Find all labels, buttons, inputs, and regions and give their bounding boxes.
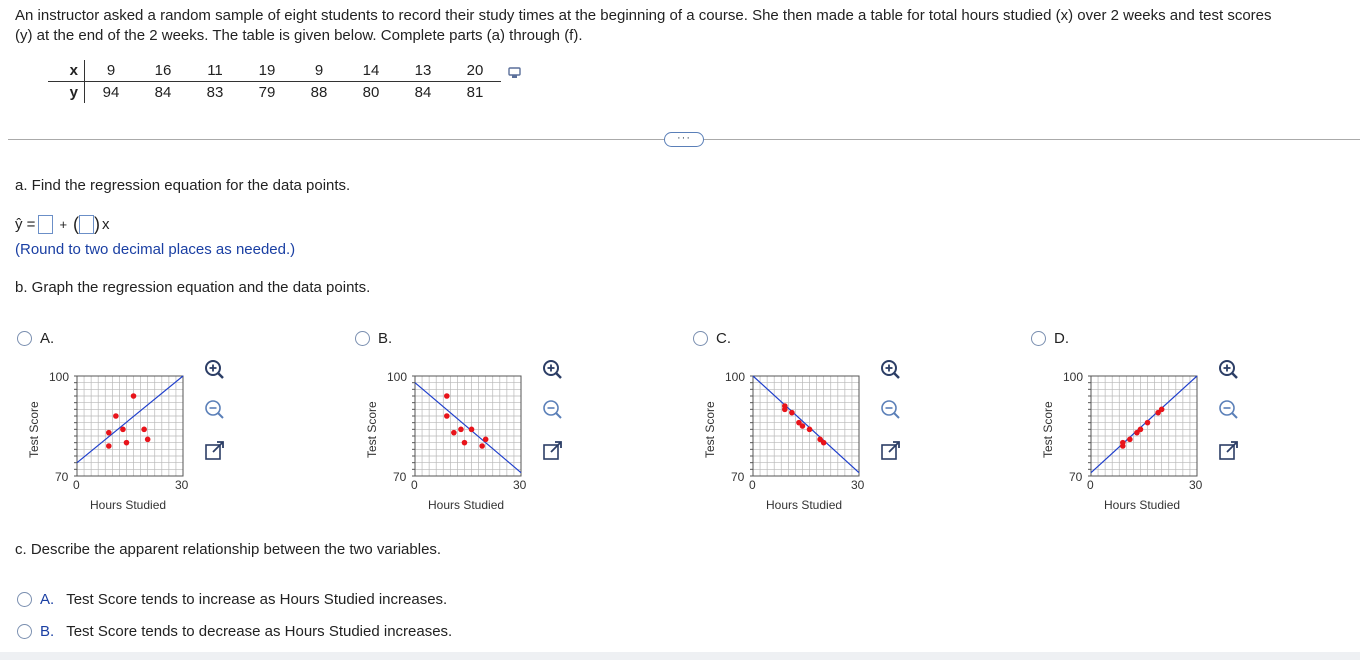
y-hat-label: ŷ =: [15, 216, 36, 233]
y-max-tick: 100: [1063, 370, 1084, 384]
y-min-tick: 70: [731, 470, 745, 484]
copy-icon[interactable]: [508, 66, 522, 80]
table-cell-x: 13: [397, 60, 449, 82]
data-point: [821, 440, 827, 446]
part-a-prompt: a. Find the regression equation for the data points.: [15, 177, 351, 194]
part-c-prompt: c. Describe the apparent relationship between the two variables.: [15, 541, 442, 558]
table-cell-x: 16: [137, 60, 189, 82]
expand-icon[interactable]: [541, 440, 563, 462]
x-variable: x: [102, 216, 110, 233]
radio-button[interactable]: [17, 592, 32, 607]
table-cell-y: 84: [414, 84, 432, 101]
table-cell-y: 81: [466, 84, 484, 101]
x-max-tick: 30: [1189, 478, 1203, 492]
scatter-plot: [1031, 328, 1360, 528]
zoom-in-icon[interactable]: [1217, 358, 1239, 380]
open-paren: (: [73, 214, 80, 234]
option-letter: C.: [716, 330, 731, 347]
y-max-tick: 100: [49, 370, 70, 384]
table-cell-y: 79: [258, 84, 276, 101]
part-c-option-b[interactable]: [17, 623, 452, 640]
y-max-tick: 100: [725, 370, 746, 384]
y-min-tick: 70: [55, 470, 69, 484]
intercept-input[interactable]: [38, 215, 53, 234]
data-point: [1145, 420, 1151, 426]
y-max-tick: 100: [387, 370, 408, 384]
table-cell-y: 83: [206, 84, 224, 101]
data-point: [796, 420, 802, 426]
expand-icon[interactable]: [1217, 440, 1239, 462]
scatter-plot: [17, 328, 347, 528]
data-point: [106, 443, 112, 449]
data-point: [113, 413, 119, 419]
table-header-y: y: [48, 82, 85, 104]
y-axis-label: Test Score: [365, 401, 379, 458]
problem-line-1: An instructor asked a random sample of eight students to record their study times at the beginning of a course. She then made a table for total hours studied (x) over 2 weeks and test scores: [15, 7, 1272, 24]
bottom-scroll-bar: [0, 652, 1360, 660]
y-axis-label: Test Score: [1041, 401, 1055, 458]
scatter-plot: [693, 328, 1023, 528]
data-point: [124, 440, 130, 446]
plot-frame: [415, 376, 521, 476]
data-point: [469, 427, 475, 433]
x-min-tick: 0: [749, 478, 756, 492]
table-cell-x: 9: [85, 60, 138, 82]
y-min-tick: 70: [1069, 470, 1083, 484]
y-axis-label: Test Score: [27, 401, 41, 458]
x-max-tick: 30: [851, 478, 865, 492]
data-point: [1134, 430, 1140, 436]
x-min-tick: 0: [1087, 478, 1094, 492]
option-letter: D.: [1054, 330, 1069, 347]
table-cell-y: 84: [154, 84, 172, 101]
data-point: [1159, 407, 1165, 413]
scatter-plot: [355, 328, 685, 528]
x-axis-label: Hours Studied: [428, 498, 505, 512]
data-point: [483, 437, 489, 443]
table-cell-y: 80: [362, 84, 380, 101]
option-letter: A.: [40, 330, 55, 347]
graph-option-b[interactable]: [355, 328, 685, 528]
y-min-tick: 70: [393, 470, 407, 484]
data-point: [444, 393, 450, 399]
data-point: [120, 427, 126, 433]
regression-equation: [15, 214, 110, 235]
problem-statement: [15, 6, 1360, 46]
table-cell-x: 19: [241, 60, 293, 82]
x-max-tick: 30: [175, 478, 189, 492]
data-point: [458, 427, 464, 433]
expand-icon[interactable]: [203, 440, 225, 462]
x-min-tick: 0: [411, 478, 418, 492]
zoom-in-icon[interactable]: [203, 358, 225, 380]
option-letter: A.: [40, 591, 55, 608]
regression-line: [753, 376, 859, 473]
table-cell-y: 88: [310, 84, 328, 101]
table-cell-x: 11: [189, 60, 241, 82]
data-point: [1127, 437, 1133, 443]
zoom-in-icon[interactable]: [541, 358, 563, 380]
y-axis-label: Test Score: [703, 401, 717, 458]
part-c-option-a[interactable]: [17, 591, 447, 608]
option-text: Test Score tends to increase as Hours Studied increases.: [66, 591, 448, 608]
data-point: [141, 427, 147, 433]
data-point: [462, 440, 468, 446]
data-point: [106, 430, 112, 436]
x-axis-label: Hours Studied: [90, 498, 167, 512]
table-cell-y: 94: [102, 84, 120, 101]
x-max-tick: 30: [513, 478, 527, 492]
data-table: [48, 60, 501, 103]
option-text: Test Score tends to decrease as Hours Studied increases.: [66, 623, 453, 640]
data-point: [807, 427, 813, 433]
zoom-out-icon[interactable]: [879, 398, 901, 420]
rounding-note: (Round to two decimal places as needed.): [15, 241, 296, 258]
zoom-out-icon[interactable]: [203, 398, 225, 420]
graph-option-c[interactable]: [693, 328, 1023, 528]
data-point: [1120, 440, 1126, 446]
x-min-tick: 0: [73, 478, 80, 492]
table-cell-x: 14: [345, 60, 397, 82]
data-point: [782, 407, 788, 413]
radio-button[interactable]: [17, 624, 32, 639]
table-cell-x: 9: [293, 60, 345, 82]
table-header-x: x: [48, 60, 85, 82]
zoom-out-icon[interactable]: [1217, 398, 1239, 420]
regression-line: [1091, 376, 1197, 473]
plus-sign: +: [59, 217, 68, 232]
graph-option-d[interactable]: [1031, 328, 1360, 528]
expand-icon[interactable]: [879, 440, 901, 462]
data-point: [131, 393, 137, 399]
data-point: [479, 443, 485, 449]
option-letter: B.: [40, 623, 55, 640]
slope-input[interactable]: [79, 215, 94, 234]
option-letter: B.: [378, 330, 393, 347]
part-b-prompt: b. Graph the regression equation and the data points.: [15, 279, 371, 296]
close-paren: ): [94, 214, 101, 234]
more-button[interactable]: ···: [664, 132, 704, 147]
x-axis-label: Hours Studied: [1104, 498, 1181, 512]
plot-frame: [77, 376, 183, 476]
data-point: [444, 413, 450, 419]
zoom-out-icon[interactable]: [541, 398, 563, 420]
graph-option-a[interactable]: [17, 328, 347, 528]
data-point: [789, 410, 795, 416]
zoom-in-icon[interactable]: [879, 358, 901, 380]
x-axis-label: Hours Studied: [766, 498, 843, 512]
table-cell-x: 20: [449, 60, 501, 82]
problem-line-2: (y) at the end of the 2 weeks. The table is given below. Complete parts (a) through (f).: [15, 27, 583, 44]
data-point: [451, 430, 457, 436]
data-point: [145, 437, 151, 443]
